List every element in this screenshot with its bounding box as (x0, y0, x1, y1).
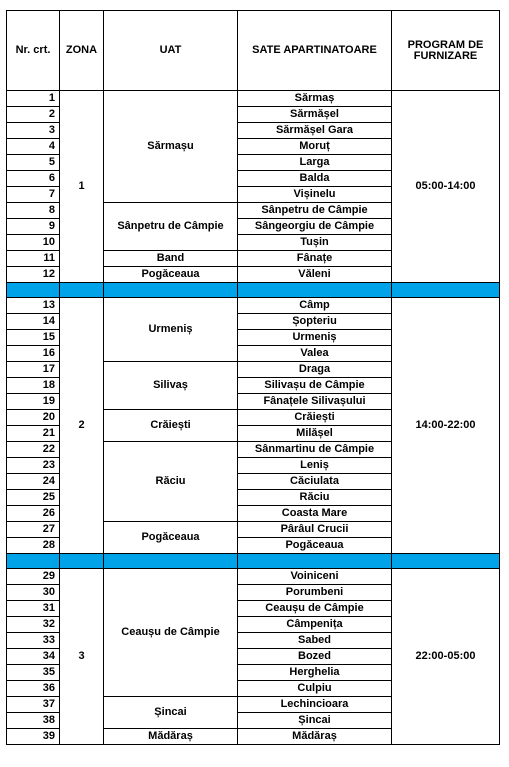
uat-name: Sărmașu (104, 91, 238, 203)
village-name: Ceaușu de Câmpie (238, 601, 392, 617)
village-name: Voiniceni (238, 569, 392, 585)
header-row (7, 11, 500, 91)
uat-name: Silivaș (104, 362, 238, 410)
uat-name: Sânpetru de Câmpie (104, 203, 238, 251)
row-number: 24 (7, 474, 60, 490)
supply-schedule: 05:00-14:00 (392, 91, 500, 283)
row-number: 2 (7, 107, 60, 123)
village-name: Larga (238, 155, 392, 171)
row-number: 6 (7, 171, 60, 187)
village-name: Sânpetru de Câmpie (238, 203, 392, 219)
village-name: Sărmășel (238, 107, 392, 123)
row-number: 26 (7, 506, 60, 522)
zone-number: 3 (60, 569, 104, 745)
header-uat: UAT (104, 11, 238, 91)
header-nr: Nr. crt. (7, 11, 60, 91)
header-zona: ZONA (60, 11, 104, 91)
uat-name: Ceaușu de Câmpie (104, 569, 238, 697)
row-number: 20 (7, 410, 60, 426)
row-number: 36 (7, 681, 60, 697)
row-number: 9 (7, 219, 60, 235)
village-name: Pârâul Crucii (238, 522, 392, 538)
village-name: Coasta Mare (238, 506, 392, 522)
village-name: Draga (238, 362, 392, 378)
village-name: Leniș (238, 458, 392, 474)
supply-schedule: 22:00-05:00 (392, 569, 500, 745)
table-row (7, 569, 500, 585)
header-program: PROGRAM DE FURNIZARE (392, 11, 500, 91)
zone-separator-row (7, 283, 500, 298)
row-number: 21 (7, 426, 60, 442)
separator-cell (7, 283, 60, 298)
village-name: Mădăraș (238, 729, 392, 745)
row-number: 10 (7, 235, 60, 251)
row-number: 8 (7, 203, 60, 219)
row-number: 13 (7, 298, 60, 314)
uat-name: Pogăceaua (104, 522, 238, 554)
table-row (7, 91, 500, 107)
village-name: Herghelia (238, 665, 392, 681)
village-name: Porumbeni (238, 585, 392, 601)
row-number: 30 (7, 585, 60, 601)
row-number: 37 (7, 697, 60, 713)
row-number: 7 (7, 187, 60, 203)
village-name: Silivașu de Câmpie (238, 378, 392, 394)
row-number: 12 (7, 267, 60, 283)
row-number: 32 (7, 617, 60, 633)
village-name: Sărmășel Gara (238, 123, 392, 139)
village-name: Sabed (238, 633, 392, 649)
row-number: 19 (7, 394, 60, 410)
row-number: 11 (7, 251, 60, 267)
table-body (7, 91, 500, 745)
village-name: Moruț (238, 139, 392, 155)
separator-cell (60, 554, 104, 569)
village-name: Căciulata (238, 474, 392, 490)
row-number: 16 (7, 346, 60, 362)
row-number: 17 (7, 362, 60, 378)
row-number: 27 (7, 522, 60, 538)
zone-separator-row (7, 554, 500, 569)
village-name: Urmeniș (238, 330, 392, 346)
row-number: 29 (7, 569, 60, 585)
village-name: Fânațe (238, 251, 392, 267)
row-number: 14 (7, 314, 60, 330)
village-name: Vișinelu (238, 187, 392, 203)
zone-number: 1 (60, 91, 104, 283)
separator-cell (392, 554, 500, 569)
village-name: Lechincioara (238, 697, 392, 713)
village-name: Șopteriu (238, 314, 392, 330)
uat-name: Mădăraș (104, 729, 238, 745)
village-name: Câmp (238, 298, 392, 314)
village-name: Văleni (238, 267, 392, 283)
separator-cell (60, 283, 104, 298)
village-name: Crăiești (238, 410, 392, 426)
row-number: 33 (7, 633, 60, 649)
row-number: 3 (7, 123, 60, 139)
row-number: 15 (7, 330, 60, 346)
separator-cell (238, 283, 392, 298)
uat-name: Răciu (104, 442, 238, 522)
row-number: 5 (7, 155, 60, 171)
separator-cell (104, 283, 238, 298)
village-name: Valea (238, 346, 392, 362)
village-name: Răciu (238, 490, 392, 506)
row-number: 1 (7, 91, 60, 107)
separator-cell (392, 283, 500, 298)
row-number: 28 (7, 538, 60, 554)
village-name: Sânmartinu de Câmpie (238, 442, 392, 458)
zone-number: 2 (60, 298, 104, 554)
table-row (7, 298, 500, 314)
uat-name: Crăiești (104, 410, 238, 442)
uat-name: Band (104, 251, 238, 267)
row-number: 18 (7, 378, 60, 394)
row-number: 25 (7, 490, 60, 506)
header-sate: SATE APARTINATOARE (238, 11, 392, 91)
supply-schedule: 14:00-22:00 (392, 298, 500, 554)
village-name: Fânațele Silivașului (238, 394, 392, 410)
village-name: Culpiu (238, 681, 392, 697)
village-name: Milășel (238, 426, 392, 442)
uat-name: Șincai (104, 697, 238, 729)
row-number: 34 (7, 649, 60, 665)
separator-cell (7, 554, 60, 569)
village-name: Sărmaș (238, 91, 392, 107)
village-name: Tușin (238, 235, 392, 251)
row-number: 35 (7, 665, 60, 681)
village-name: Balda (238, 171, 392, 187)
row-number: 4 (7, 139, 60, 155)
row-number: 39 (7, 729, 60, 745)
row-number: 22 (7, 442, 60, 458)
water-supply-schedule-table (6, 10, 500, 745)
row-number: 38 (7, 713, 60, 729)
village-name: Pogăceaua (238, 538, 392, 554)
uat-name: Urmeniș (104, 298, 238, 362)
village-name: Bozed (238, 649, 392, 665)
row-number: 23 (7, 458, 60, 474)
village-name: Șincai (238, 713, 392, 729)
separator-cell (104, 554, 238, 569)
separator-cell (238, 554, 392, 569)
row-number: 31 (7, 601, 60, 617)
uat-name: Pogăceaua (104, 267, 238, 283)
village-name: Sângeorgiu de Câmpie (238, 219, 392, 235)
village-name: Câmpenița (238, 617, 392, 633)
